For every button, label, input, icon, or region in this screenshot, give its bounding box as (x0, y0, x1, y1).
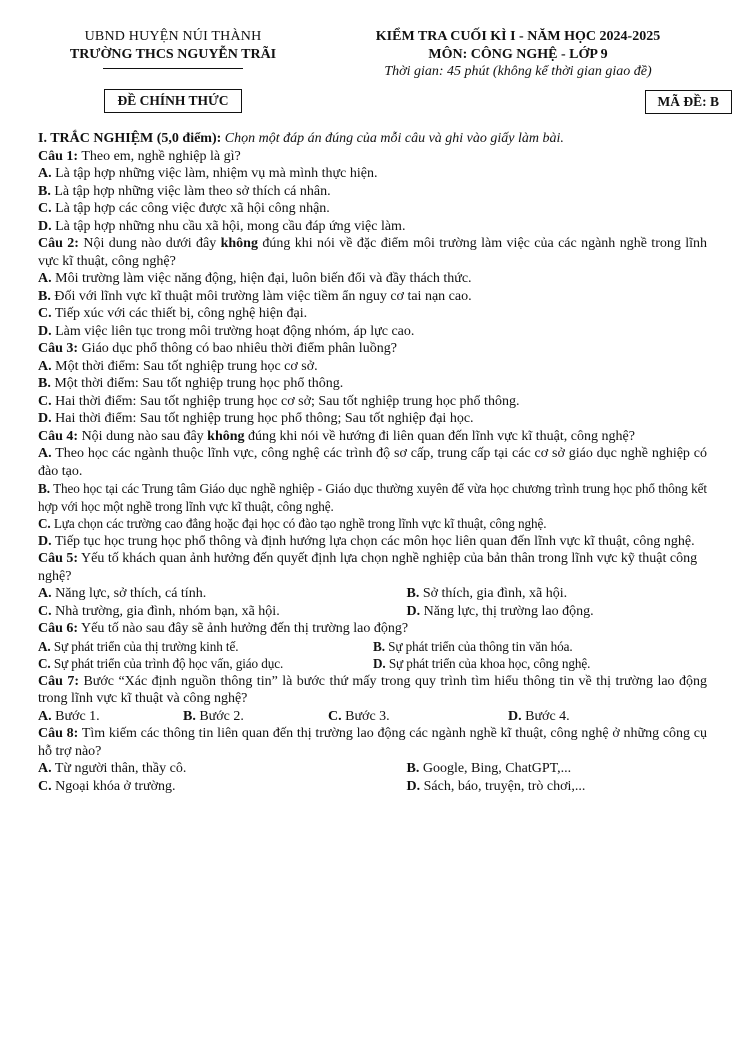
option-1a (38, 165, 707, 183)
question-text: Giáo dục phổ thông có bao nhiêu thời điểm phân luồng? (81, 341, 397, 356)
option-5c (38, 603, 373, 621)
option-letter: C. (38, 516, 51, 531)
option-letter: D. (406, 603, 421, 619)
option-text: Sự phát triển của thông tin văn hóa. (388, 638, 573, 654)
option-text: Đối với lĩnh vực kĩ thuật môi trường làm việc tiềm ẩn nguy cơ tai nạn cao. (54, 288, 472, 304)
option-letter: D. (38, 218, 52, 234)
option-text: Theo học các ngành thuộc lĩnh vực, công nghệ các trình độ sơ cấp, trung cấp tại các cơ sở giáo dục nghề nghiệp có đào tạo. (38, 446, 707, 479)
option-text: Là tập hợp những việc làm, nhiệm vụ mà mình thực hiện. (55, 166, 378, 181)
option-text: Là tập hợp những việc làm theo sở thích cá nhân. (54, 183, 331, 199)
option-text: Một thời điểm: Sau tốt nghiệp trung học cơ sở. (55, 358, 318, 374)
question-text: Theo em, nghề nghiệp là gì? (81, 148, 241, 164)
option-text: Sở thích, gia đình, xã hội. (422, 586, 568, 601)
option-text: Là tập hợp những nhu cầu xã hội, mong cầu đáp ứng việc làm. (55, 218, 406, 234)
option-letter: A. (38, 708, 52, 724)
option-letter: C. (38, 778, 52, 794)
option-4d (38, 533, 707, 551)
option-3c (38, 393, 707, 411)
option-4a (38, 445, 707, 480)
question-text: Bước “Xác định nguồn thông tin” là bước thứ mấy trong quy trình tìm hiểu thông tin về thị trường lao động trong lĩnh vực kĩ thuật và công nghệ? (38, 673, 708, 706)
option-text: Làm việc liên tục trong môi trường hoạt động nhóm, áp lực cao. (55, 323, 415, 339)
question-text-post: đúng khi nói về đặc điểm môi trường làm việc của các ngành nghề trong lĩnh vực kĩ thuật, công nghệ? (38, 236, 708, 269)
question-text-emphasis: không (220, 236, 258, 251)
exam-info-block (318, 28, 719, 109)
exam-duration: Thời gian: 45 phút (không kể thời gian giao đề) (384, 64, 652, 79)
option-letter: A. (38, 638, 51, 654)
option-letter: A. (38, 761, 52, 776)
option-letter: B. (406, 761, 420, 776)
exam-title: KIỂM TRA CUỐI KÌ I - NĂM HỌC 2024-2025 (375, 29, 661, 44)
option-7c (328, 708, 508, 726)
option-text: Ngoại khóa ở trường. (55, 778, 176, 794)
option-text: Năng lực, sở thích, cá tính. (55, 586, 207, 601)
official-badge: ĐỀ CHÍNH THỨC (104, 89, 241, 113)
question-8 (38, 725, 707, 760)
option-8b (373, 760, 708, 778)
option-7a (38, 708, 183, 726)
option-7b (183, 708, 328, 726)
question-text: Tìm kiếm các thông tin liên quan đến thị trường lao động các ngành nghề kĩ thuật, công nghệ ở những công cụ hỗ trợ nào? (38, 726, 708, 759)
section-heading (38, 130, 707, 148)
option-1b (38, 183, 707, 201)
question-2 (38, 235, 707, 270)
option-3a (38, 358, 707, 376)
option-text: Tiếp tục học trung học phổ thông và định hướng lựa chọn các môn học liên quan đến lĩnh vực kĩ thuật, công nghệ. (54, 533, 695, 549)
option-letter: A. (38, 586, 52, 601)
question-5 (38, 550, 707, 585)
section-instruction: Chọn một đáp án đúng của mỗi câu và ghi vào giấy làm bài. (224, 131, 564, 146)
option-3d (38, 410, 707, 428)
option-text: Một thời điểm: Sau tốt nghiệp trung học phổ thông. (54, 376, 344, 391)
option-letter: D. (508, 708, 522, 724)
option-6d (373, 655, 703, 673)
option-text: Hai thời điểm: Sau tốt nghiệp trung học cơ sở; Sau tốt nghiệp trung học phổ thông. (55, 393, 520, 409)
option-letter: B. (373, 638, 385, 654)
options-row-5ab (38, 585, 707, 603)
option-text: Tiếp xúc với các thiết bị, công nghệ hiện đại. (54, 306, 308, 321)
option-letter: C. (38, 306, 52, 321)
option-text: Hai thời điểm: Sau tốt nghiệp trung học phổ thông; Sau tốt nghiệp đại học. (55, 411, 474, 426)
option-text: Bước 1. (55, 708, 100, 724)
school-name: TRƯỜNG THCS NGUYỄN TRÃI (69, 46, 277, 62)
option-text: Sự phát triển của khoa học, công nghệ. (388, 656, 591, 671)
question-label: Câu 4: (38, 428, 79, 444)
question-1 (38, 148, 707, 166)
option-text: Sự phát triển của thị trường kinh tế. (53, 638, 239, 654)
option-text: Bước 4. (525, 708, 570, 724)
option-text: Nhà trường, gia đình, nhóm bạn, xã hội. (55, 603, 280, 619)
option-letter: A. (38, 446, 52, 461)
option-text: Năng lực, thị trường lao động. (423, 603, 594, 619)
option-2c (38, 305, 707, 323)
options-row-7 (38, 708, 707, 726)
option-5a (38, 585, 373, 603)
option-8d (373, 778, 708, 796)
question-label: Câu 8: (38, 726, 79, 741)
option-letter: D. (38, 323, 52, 339)
option-letter: B. (38, 481, 50, 496)
option-text: Từ người thân, thầy cô. (54, 761, 187, 776)
option-2d (38, 323, 707, 341)
question-text-emphasis: không (207, 428, 245, 444)
option-letter: D. (373, 656, 386, 671)
option-4b (38, 480, 707, 515)
option-text: Là tập hợp các công việc được xã hội công nhận. (55, 201, 330, 216)
options-row-5cd (38, 603, 707, 621)
option-5b (373, 585, 708, 603)
question-3 (38, 340, 707, 358)
exam-subject: MÔN: CÔNG NGHỆ - LỚP 9 (428, 46, 608, 62)
option-letter: D. (406, 778, 421, 794)
option-letter: C. (38, 393, 52, 409)
option-8a (38, 760, 373, 778)
question-label: Câu 7: (38, 673, 80, 689)
question-text-pre: Nội dung nào sau đây (81, 428, 204, 444)
option-8c (38, 778, 373, 796)
option-text: Google, Bing, ChatGPT,... (422, 761, 572, 776)
option-4c (38, 515, 707, 533)
options-row-6cd (38, 655, 707, 673)
option-letter: C. (38, 201, 52, 216)
option-1d (38, 218, 707, 236)
options-row-8cd (38, 778, 707, 796)
option-letter: B. (38, 376, 51, 391)
question-label: Câu 3: (38, 341, 79, 356)
question-4 (38, 428, 707, 446)
option-6c (38, 655, 373, 673)
section-title: I. TRẮC NGHIỆM (5,0 điểm): (38, 131, 222, 146)
option-letter: B. (406, 586, 420, 601)
question-7 (38, 673, 707, 708)
option-letter: B. (183, 708, 196, 724)
option-letter: C. (38, 603, 52, 619)
exam-header (38, 28, 719, 128)
school-block (38, 28, 308, 113)
district-name: UBND HUYỆN NÚI THÀNH (84, 29, 262, 44)
option-text: Theo học tại các Trung tâm Giáo dục nghề nghiệp - Giáo dục thường xuyên để vừa học chương trình trung học phổ thông kết hợp với học một nghề trong lĩnh vực kĩ thuật, công nghệ. (38, 481, 707, 514)
option-letter: A. (38, 166, 52, 181)
option-text: Sách, báo, truyện, trò chơi,... (423, 778, 586, 794)
option-letter: C. (38, 656, 51, 671)
option-letter: D. (38, 411, 52, 426)
options-row-6ab (38, 638, 707, 656)
option-text: Sự phát triển của trình độ học vấn, giáo dục. (53, 656, 284, 671)
option-1c (38, 200, 707, 218)
question-label: Câu 6: (38, 621, 79, 636)
option-letter: A. (38, 271, 52, 286)
question-text: Yếu tố nào sau đây sẽ ảnh hưởng đến thị trường lao động? (81, 621, 409, 636)
question-label: Câu 2: (38, 236, 79, 251)
question-text-pre: Nội dung nào dưới đây (83, 236, 217, 251)
option-text: Môi trường làm việc năng động, hiện đại, luôn biến đổi và đầy thách thức. (55, 271, 472, 286)
question-text-post: đúng khi nói về hướng đi liên quan đến lĩnh vực kĩ thuật, công nghệ? (248, 428, 635, 444)
option-letter: C. (328, 708, 342, 724)
option-6a (38, 638, 373, 656)
question-label: Câu 5: (38, 551, 79, 566)
option-3b (38, 375, 707, 393)
option-7d (508, 708, 658, 726)
option-letter: B. (38, 183, 51, 199)
option-6b (373, 638, 703, 656)
options-row-8ab (38, 760, 707, 778)
school-underline (103, 68, 243, 69)
exam-code-badge: MÃ ĐỀ: B (645, 90, 733, 114)
option-letter: B. (38, 288, 51, 304)
option-2a (38, 270, 707, 288)
question-text: Yếu tố khách quan ảnh hưởng đến quyết định lựa chọn nghề nghiệp của bản thân trong lĩnh vực kỹ thuật công nghệ? (38, 551, 698, 584)
option-2b (38, 288, 707, 306)
option-text: Bước 2. (199, 708, 244, 724)
option-text: Bước 3. (345, 708, 390, 724)
option-letter: D. (38, 533, 52, 549)
question-6 (38, 620, 707, 638)
option-letter: A. (38, 358, 52, 374)
question-label: Câu 1: (38, 148, 79, 164)
option-text: Lựa chọn các trường cao đẳng hoặc đại học có đào tạo nghề trong lĩnh vực kĩ thuật, công nghệ. (53, 516, 547, 531)
option-5d (373, 603, 708, 621)
